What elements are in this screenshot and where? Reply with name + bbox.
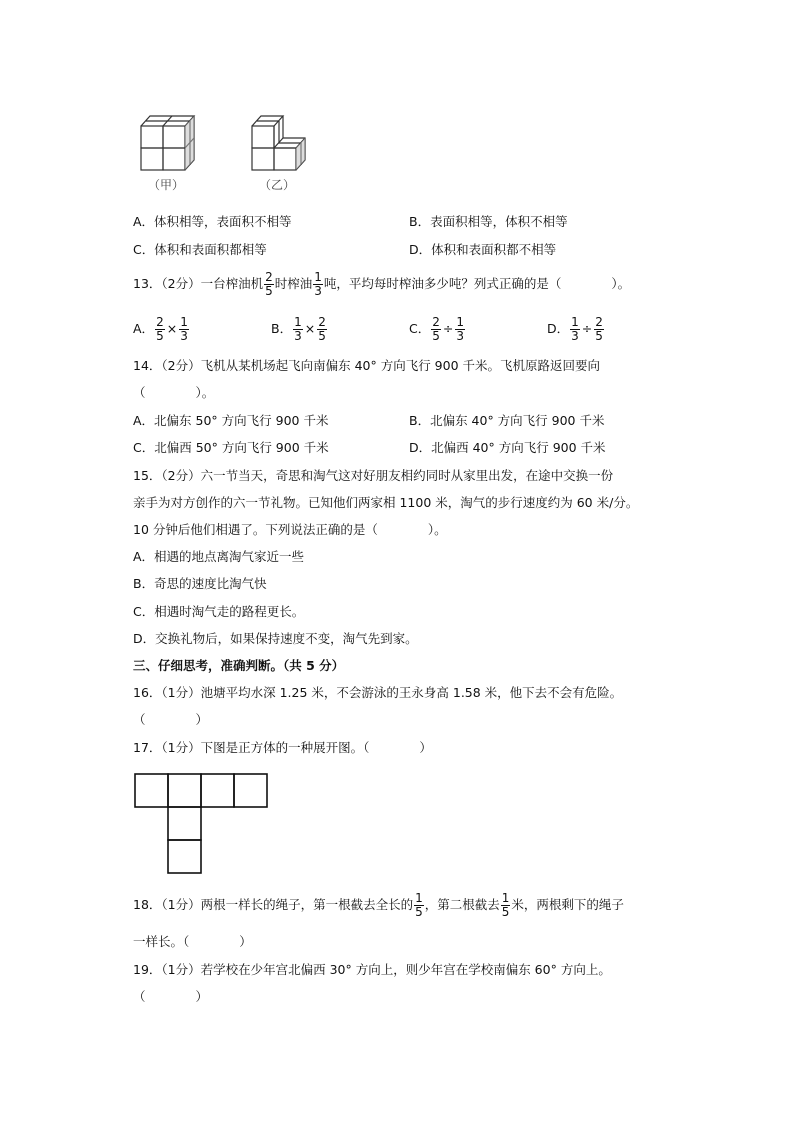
q15-option-b[interactable]: B．奇思的速度比淘气快 (133, 576, 267, 591)
q16-stem: 16．（1分）池塘平均水深 1.25 米，不会游泳的王永身高 1.58 米，他下去不会有危险。 (133, 685, 623, 700)
operator: ÷ (581, 321, 593, 336)
q19-answer-blank[interactable]: （ ） (133, 989, 209, 1004)
q18-answer-line[interactable]: 一样长。（ ） (133, 934, 252, 949)
fraction-denominator: 3 (180, 329, 188, 343)
figure-caption-yi: （乙） (259, 178, 296, 192)
q15-stem-line2: 亲手为对方创作的六一节礼物。已知他们两家相 1100 米，淘气的步行速度约为 60 米/分。 (133, 495, 639, 510)
q13-option-c[interactable] (409, 315, 466, 343)
fraction-denominator: 5 (415, 905, 423, 919)
fraction (594, 316, 604, 343)
q18-fraction-second (501, 892, 511, 919)
fraction-numerator: 1 (314, 270, 322, 284)
q15-option-a[interactable]: A．相遇的地点离淘气家近一些 (133, 549, 305, 564)
fraction-numerator: 2 (432, 315, 440, 329)
fraction (570, 316, 580, 343)
q13-fraction-oil (313, 271, 323, 298)
q14-option-c[interactable]: C．北偏西 50° 方向飞行 900 千米 (133, 440, 329, 455)
q15-stem-line3: 10 分钟后他们相遇了。下列说法正确的是（ ）。 (133, 522, 447, 537)
option-label: D． (547, 321, 570, 336)
operator: × (166, 321, 178, 336)
fraction-denominator: 5 (156, 329, 164, 343)
q14-option-d[interactable]: D．北偏西 40° 方向飞行 900 千米 (409, 440, 606, 455)
fraction-numerator: 1 (456, 315, 464, 329)
option-label: C． (409, 321, 431, 336)
q18-stem-prefix: 18．（1分）两根一样长的绳子，第一根截去全长的 (133, 897, 414, 912)
q16-answer-blank[interactable]: （ ） (133, 712, 209, 727)
q14-stem: 14．（2分）飞机从某机场起飞向南偏东 40° 方向飞行 900 千米。飞机原路返回要向 (133, 358, 601, 373)
q14-option-a[interactable]: A．北偏东 50° 方向飞行 900 千米 (133, 413, 329, 428)
operator: × (304, 321, 316, 336)
q18-stem (133, 890, 624, 920)
fraction-denominator: 5 (265, 284, 273, 298)
q12-option-b[interactable]: B．表面积相等，体积不相等 (409, 214, 568, 229)
fraction-numerator: 2 (318, 315, 326, 329)
fraction (293, 316, 303, 343)
figure-caption-jia: （甲） (148, 178, 185, 192)
q13-option-b[interactable] (271, 315, 328, 343)
fraction (431, 316, 441, 343)
q19-stem: 19．（1分）若学校在少年宫北偏西 30° 方向上，则少年宫在学校南偏东 60° 方向上。 (133, 962, 611, 977)
q15-stem-line1: 15．（2分）六一节当天，奇思和淘气这对好朋友相约同时从家里出发，在途中交换一份 (133, 468, 614, 483)
q14-answer-blank[interactable]: （ ）。 (133, 385, 215, 400)
q13-stem-mid: 时榨油 (274, 276, 313, 291)
section-heading: 三、仔细思考，准确判断。（共 5 分） (133, 658, 345, 673)
fraction-denominator: 5 (432, 329, 440, 343)
q13-fraction-time (264, 271, 274, 298)
fraction-numerator: 2 (265, 270, 273, 284)
q18-fraction-first (414, 892, 424, 919)
q12-option-d[interactable]: D．体积和表面积都不相等 (409, 242, 557, 257)
fraction-denominator: 5 (318, 329, 326, 343)
q14-option-b[interactable]: B．北偏东 40° 方向飞行 900 千米 (409, 413, 605, 428)
q18-stem-mid: ，第二根截去 (424, 897, 500, 912)
option-label: B． (271, 321, 293, 336)
fraction-numerator: 1 (415, 891, 423, 905)
fraction-numerator: 2 (595, 315, 603, 329)
q13-stem-prefix: 13．（2分）一台榨油机 (133, 276, 264, 291)
q13-stem (133, 270, 630, 298)
q18-stem-suffix: 米，两根剩下的绳子 (511, 897, 624, 912)
fraction-denominator: 3 (571, 329, 579, 343)
fraction-denominator: 5 (501, 905, 510, 919)
fraction (179, 316, 189, 343)
q17-stem: 17．（1分）下图是正方体的一种展开图。（ ） (133, 740, 432, 755)
fraction-denominator: 3 (456, 329, 464, 343)
option-label: A． (133, 321, 155, 336)
fraction-denominator: 3 (314, 284, 322, 298)
fraction (317, 316, 327, 343)
fraction-denominator: 3 (294, 329, 302, 343)
fraction-numerator: 1 (571, 315, 579, 329)
cube-net-figure (133, 772, 273, 878)
q12-option-a[interactable]: A．体积相等，表面积不相等 (133, 214, 292, 229)
fraction (455, 316, 465, 343)
q13-stem-suffix: 吨，平均每时榨油多少吨？列式正确的是（ ）。 (323, 276, 631, 291)
q12-option-c[interactable]: C．体积和表面积都相等 (133, 242, 267, 257)
operator: ÷ (442, 321, 454, 336)
fraction (155, 316, 165, 343)
fraction-denominator: 5 (595, 329, 603, 343)
q15-option-c[interactable]: C．相遇时淘气走的路程更长。 (133, 604, 305, 619)
cube-figure-yi (249, 112, 315, 178)
fraction-numerator: 2 (156, 315, 164, 329)
cube-figure-jia (138, 112, 204, 178)
q15-option-d[interactable]: D．交换礼物后，如果保持速度不变，淘气先到家。 (133, 631, 418, 646)
fraction-numerator: 1 (501, 891, 510, 905)
q13-option-a[interactable] (133, 315, 190, 343)
q13-option-d[interactable] (547, 315, 605, 343)
fraction-numerator: 1 (180, 315, 188, 329)
fraction-numerator: 1 (294, 315, 302, 329)
